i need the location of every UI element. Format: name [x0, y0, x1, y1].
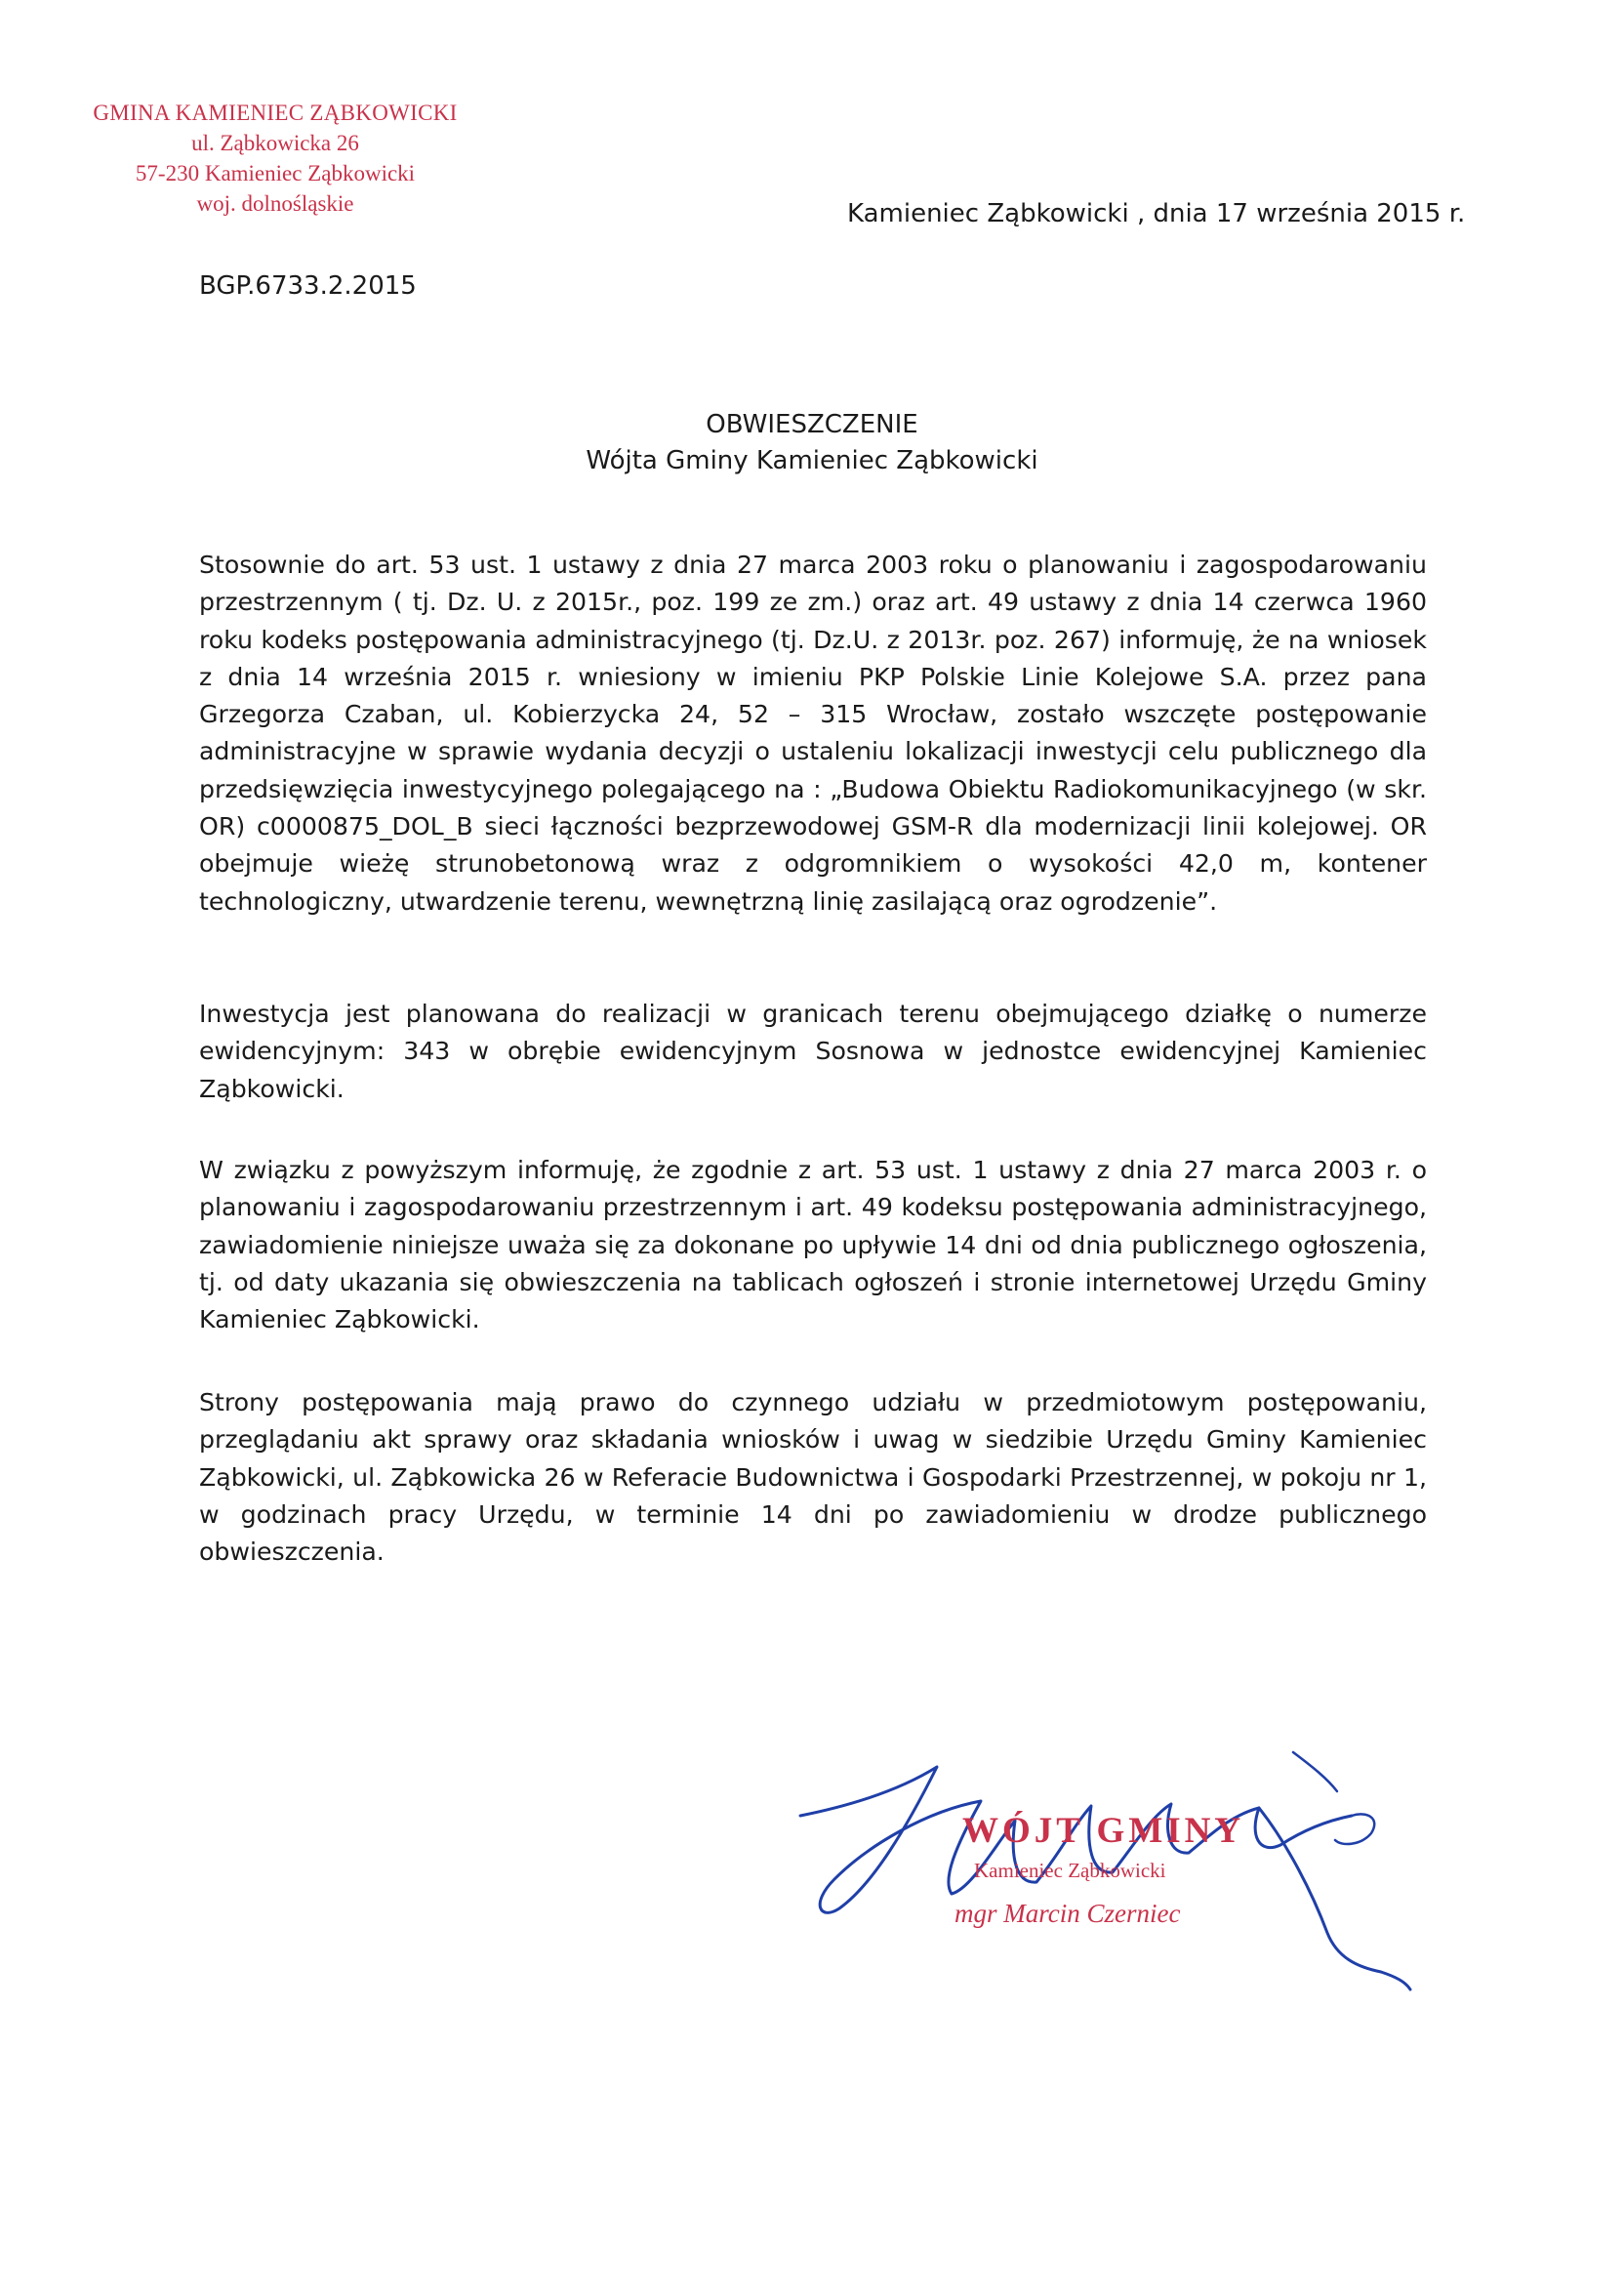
- stamp-office-name: GMINA KAMIENIEC ZĄBKOWICKI: [93, 101, 458, 125]
- document-title: OBWIESZCZENIE: [706, 410, 918, 439]
- handwritten-signature: [781, 1699, 1425, 2011]
- signature-stamp-municipality: Kamieniec Ząbkowicki: [974, 1859, 1166, 1882]
- paragraph-investment-location: Inwestycja jest planowana do realizacji w granicach terenu obejmującego działkę o numerze ewidencyjnym: 343 w obrębie ewidencyjnym Sosnowa w jednostce ewidencyjnej Kamieniec Ząbkowicki.: [199, 1000, 1427, 1103]
- office-stamp: [80, 98, 470, 219]
- paragraph-notification-effect: W związku z powyższym informuję, że zgodnie z art. 53 ust. 1 ustawy z dnia 27 marca 2003 r. o planowaniu i zagospodarowaniu przestrzennym i art. 49 kodeksu postępowania administracyjnego, zawiadomienie niniejsze uważa się za dokonane po upływie 14 dni od dnia publicznego ogłoszenia, tj. od daty ukazania się obwieszczenia na tablicach ogłoszeń i stronie internetowej Urzędu Gminy Kamieniec Ząbkowicki.: [199, 1156, 1427, 1334]
- stamp-street: ul. Ząbkowicka 26: [191, 131, 359, 155]
- body-paragraph-3: [199, 1152, 1427, 1338]
- stamp-voivodeship: woj. dolnośląskie: [196, 191, 354, 216]
- stamp-postal-city: 57-230 Kamieniec Ząbkowicki: [135, 161, 416, 185]
- signature-stamp-name: mgr Marcin Czerniec: [954, 1899, 1181, 1928]
- place-and-date: Kamieniec Ząbkowicki , dnia 17 września 2015 r.: [847, 199, 1466, 228]
- document-subtitle: Wójta Gminy Kamieniec Ząbkowicki: [586, 446, 1038, 475]
- paragraph-legal-basis: Stosownie do art. 53 ust. 1 ustawy z dnia 27 marca 2003 roku o planowaniu i zagospodarowaniu przestrzennym ( tj. Dz. U. z 2015r., poz. 199 ze zm.) oraz art. 49 ustawy z dnia 14 czerwca 1960 roku kodeks postępowania administracyjnego (tj. Dz.U. z 2013r. poz. 267) informuję, że na wniosek z dnia 14 września 2015 r. wniesiony w imieniu PKP Polskie Linie Kolejowe S.A. przez pana Grzegorza Czaban, ul. Kobierzycka 24, 52 – 315 Wrocław, zostało wszczęte postępowanie administracyjne w sprawie wydania decyzji o ustaleniu lokalizacji inwestycji celu publicznego dla przedsięwzięcia inwestycyjnego polegającego na : „Budowa Obiektu Radiokomunikacyjnego (w skr. OR) c0000875_DOL_B sieci łączności bezprzewodowej GSM-R dla modernizacji linii kolejowej. OR obejmuje wieżę strunobetonową wraz z odgromnikiem o wysokości 42,0 m, kontener technologiczny, utwardzenie terenu, wewnętrzną linię zasilającą oraz ogrodzenie”.: [199, 551, 1427, 916]
- body-paragraph-1: [199, 547, 1427, 921]
- paragraph-party-rights: Strony postępowania mają prawo do czynnego udziału w przedmiotowym postępowaniu, przeglądaniu akt sprawy oraz składania wniosków i uwag w siedzibie Urzędu Gminy Kamieniec Ząbkowicki, ul. Ząbkowicka 26 w Referacie Budownictwa i Gospodarki Przestrzennej, w pokoju nr 1, w godzinach pracy Urzędu, w terminie 14 dni po zawiadomieniu w drodze publicznego obwieszczenia.: [199, 1388, 1427, 1567]
- signature-block: [781, 1699, 1425, 2011]
- body-paragraph-2: [199, 996, 1427, 1108]
- body-paragraph-4: [199, 1384, 1427, 1571]
- case-reference-number: BGP.6733.2.2015: [199, 271, 417, 301]
- signature-stamp-title: WÓJT GMINY: [962, 1811, 1245, 1851]
